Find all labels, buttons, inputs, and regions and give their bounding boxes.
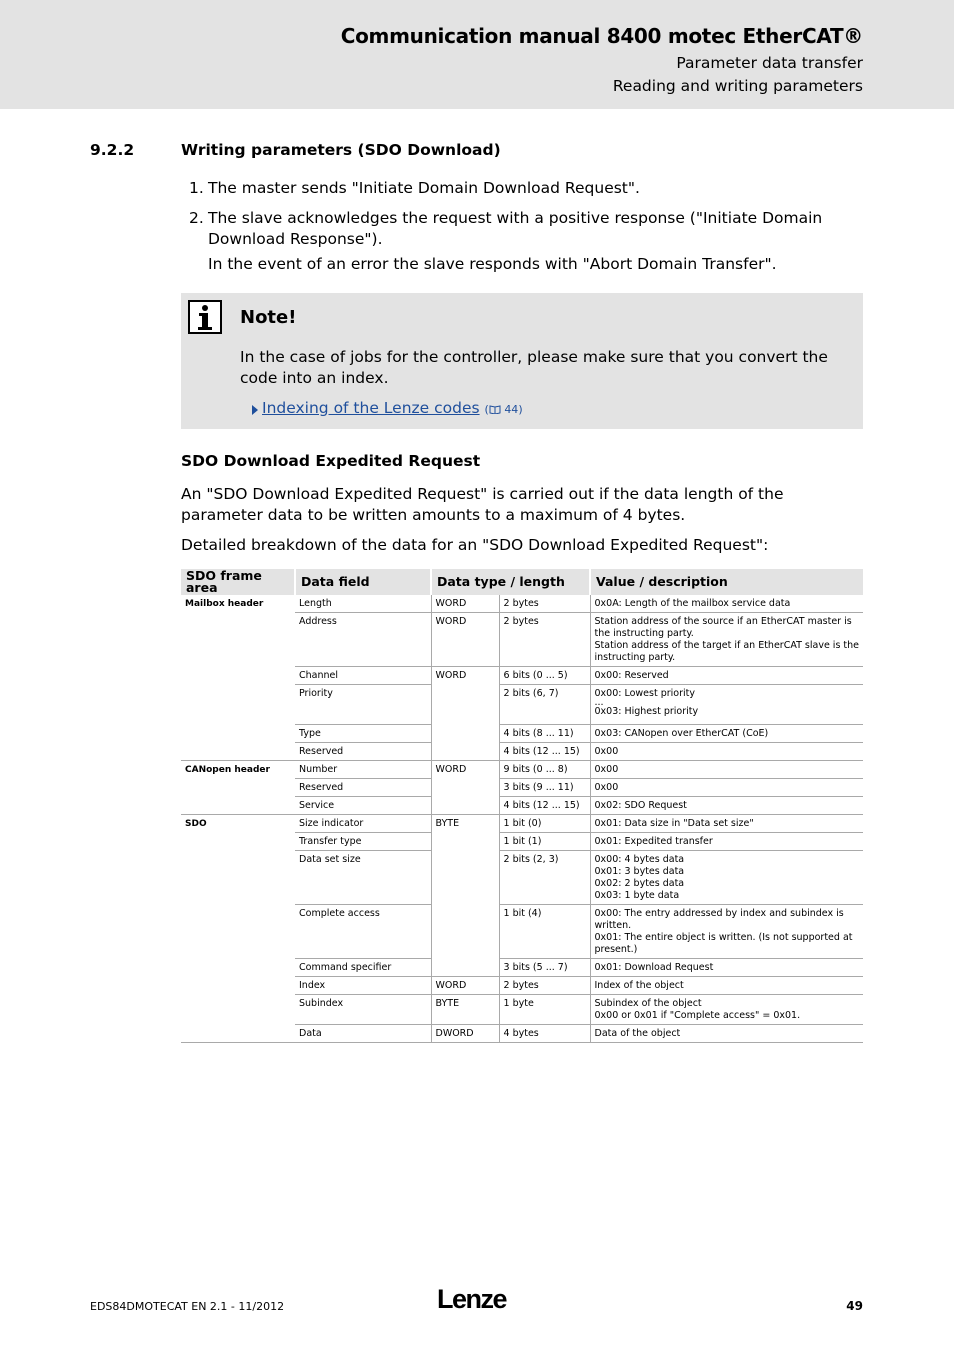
paragraph: Detailed breakdown of the data for an "SDO Download Expedited Request": (181, 536, 769, 554)
description-line: 0x02: 2 bytes data (594, 878, 685, 889)
data-length: 4 bytes (499, 1025, 590, 1043)
table-header-row (181, 569, 863, 595)
data-field: Subindex (295, 995, 431, 1025)
info-icon (188, 300, 222, 338)
column-header: Value / description (590, 569, 863, 595)
data-description (590, 905, 863, 959)
indexing-link[interactable] (262, 399, 523, 417)
step-text: The slave acknowledges the request with a positive response ("Initiate Domain Download Response"). (208, 209, 823, 248)
data-field: Reserved (295, 779, 431, 797)
data-length: 3 bits (5 ... 7) (499, 959, 590, 977)
column-header: Data field (295, 569, 431, 595)
data-field: Length (295, 595, 431, 613)
svg-text:Lenze: Lenze (437, 1284, 507, 1314)
subsection-heading: SDO Download Expedited Request (181, 452, 481, 470)
section-heading: Writing parameters (SDO Download) (181, 141, 501, 159)
data-field: Data set size (295, 851, 431, 905)
data-field: Command specifier (295, 959, 431, 977)
data-length: 3 bits (9 ... 11) (499, 779, 590, 797)
data-field: Index (295, 977, 431, 995)
data-description: Index of the object (590, 977, 863, 995)
data-field: Size indicator (295, 815, 431, 833)
data-description (590, 995, 863, 1025)
list-item (189, 208, 869, 275)
data-field: Number (295, 761, 431, 779)
description-line: Station address of the target if an EtherCAT slave is the instructing party. (594, 640, 860, 663)
data-length: 6 bits (0 ... 5) (499, 667, 590, 685)
step-text: The master sends "Initiate Domain Download Request". (208, 179, 640, 197)
data-length: 1 bit (0) (499, 815, 590, 833)
data-field: Address (295, 613, 431, 667)
step-error-text: In the event of an error the slave responds with "Abort Domain Transfer". (208, 255, 777, 273)
data-length: 9 bits (0 ... 8) (499, 761, 590, 779)
note-text: In the case of jobs for the controller, please make sure that you convert the code into an index. (240, 348, 828, 387)
data-field: Channel (295, 667, 431, 685)
frame-area: SDO (181, 815, 295, 1043)
data-type: WORD (431, 667, 499, 761)
data-description: 0x00 (590, 743, 863, 761)
manual-title: Communication manual 8400 motec EtherCAT® (340, 24, 863, 48)
data-length: 4 bits (12 ... 15) (499, 797, 590, 815)
data-field: Type (295, 725, 431, 743)
data-field: Service (295, 797, 431, 815)
data-type: WORD (431, 595, 499, 613)
data-field: Reserved (295, 743, 431, 761)
frame-area: CANopen header (181, 761, 295, 815)
data-field: Complete access (295, 905, 431, 959)
data-description (590, 685, 863, 725)
data-description: 0x01: Expedited transfer (590, 833, 863, 851)
data-type: BYTE (431, 815, 499, 977)
data-length: 1 byte (499, 995, 590, 1025)
frame-area: Mailbox header (181, 595, 295, 761)
data-length: 2 bits (2, 3) (499, 851, 590, 905)
table-row (181, 761, 863, 779)
page-header (0, 0, 954, 109)
arrow-right-icon (252, 405, 258, 415)
data-length: 1 bit (1) (499, 833, 590, 851)
data-type: BYTE (431, 995, 499, 1025)
data-description: 0x0A: Length of the mailbox service data (590, 595, 863, 613)
data-description: 0x00 (590, 779, 863, 797)
description-line: 0x03: Highest priority (594, 706, 699, 717)
book-icon (489, 403, 501, 416)
data-length: 4 bits (8 ... 11) (499, 725, 590, 743)
description-line: 0x01: The entire object is written. (Is not supported at present.) (594, 932, 853, 955)
description-line: Station address of the source if an EtherCAT master is the instructing party. (594, 616, 852, 639)
description-line: 0x00: 4 bytes data (594, 854, 685, 865)
description-line: 0x01: 3 bytes data (594, 866, 685, 877)
data-description (590, 851, 863, 905)
data-type: WORD (431, 977, 499, 995)
data-description: 0x02: SDO Request (590, 797, 863, 815)
data-field: Priority (295, 685, 431, 725)
data-description: 0x01: Data size in "Data set size" (590, 815, 863, 833)
data-type: WORD (431, 761, 499, 815)
column-header: Data type / length (431, 569, 590, 595)
data-description: 0x03: CANopen over EtherCAT (CoE) (590, 725, 863, 743)
description-line: 0x00 or 0x01 if "Complete access" = 0x01. (594, 1010, 801, 1021)
data-description: 0x00: Reserved (590, 667, 863, 685)
data-length: 2 bytes (499, 613, 590, 667)
sdo-frame-table (181, 569, 863, 1043)
description-line: 0x00: The entry addressed by index and subindex is written. (594, 908, 844, 931)
data-length: 4 bits (12 ... 15) (499, 743, 590, 761)
step-list (189, 178, 869, 284)
paragraph: An "SDO Download Expedited Request" is carried out if the data length of the parameter data to be written amounts to a maximum of 4 bytes. (181, 485, 784, 524)
link-text[interactable]: Indexing of the Lenze codes (262, 399, 480, 417)
lenze-logo (437, 1284, 517, 1318)
table-row (181, 595, 863, 613)
note-title: Note! (240, 307, 297, 328)
list-item (189, 178, 869, 199)
page-number-ref: 44 (504, 403, 519, 416)
data-description: 0x01: Download Request (590, 959, 863, 977)
data-length: 2 bytes (499, 595, 590, 613)
description-line: ... (594, 697, 604, 708)
page-reference: ( 44) (484, 403, 523, 416)
description-line: 0x00: Lowest priority (594, 688, 696, 699)
section-number: 9.2.2 (90, 141, 135, 159)
table-row (181, 815, 863, 833)
document-id: EDS84DMOTECAT EN 2.1 - 11/2012 (90, 1300, 285, 1313)
description-line: Subindex of the object (594, 998, 702, 1009)
data-description (590, 613, 863, 667)
data-description: 0x00 (590, 761, 863, 779)
section-title: Reading and writing parameters (612, 77, 863, 95)
data-length: 1 bit (4) (499, 905, 590, 959)
note-box (181, 293, 863, 429)
step-number: 2. (189, 209, 204, 227)
description-line: 0x03: 1 byte data (594, 890, 680, 901)
data-description: Data of the object (590, 1025, 863, 1043)
page-number: 49 (846, 1299, 863, 1313)
column-header: SDO frame area (181, 569, 295, 595)
chapter-title: Parameter data transfer (676, 54, 863, 72)
data-length: 2 bits (6, 7) (499, 685, 590, 725)
data-field: Data (295, 1025, 431, 1043)
step-number: 1. (189, 179, 204, 197)
data-type: DWORD (431, 1025, 499, 1043)
data-field: Transfer type (295, 833, 431, 851)
data-length: 2 bytes (499, 977, 590, 995)
data-type: WORD (431, 613, 499, 667)
